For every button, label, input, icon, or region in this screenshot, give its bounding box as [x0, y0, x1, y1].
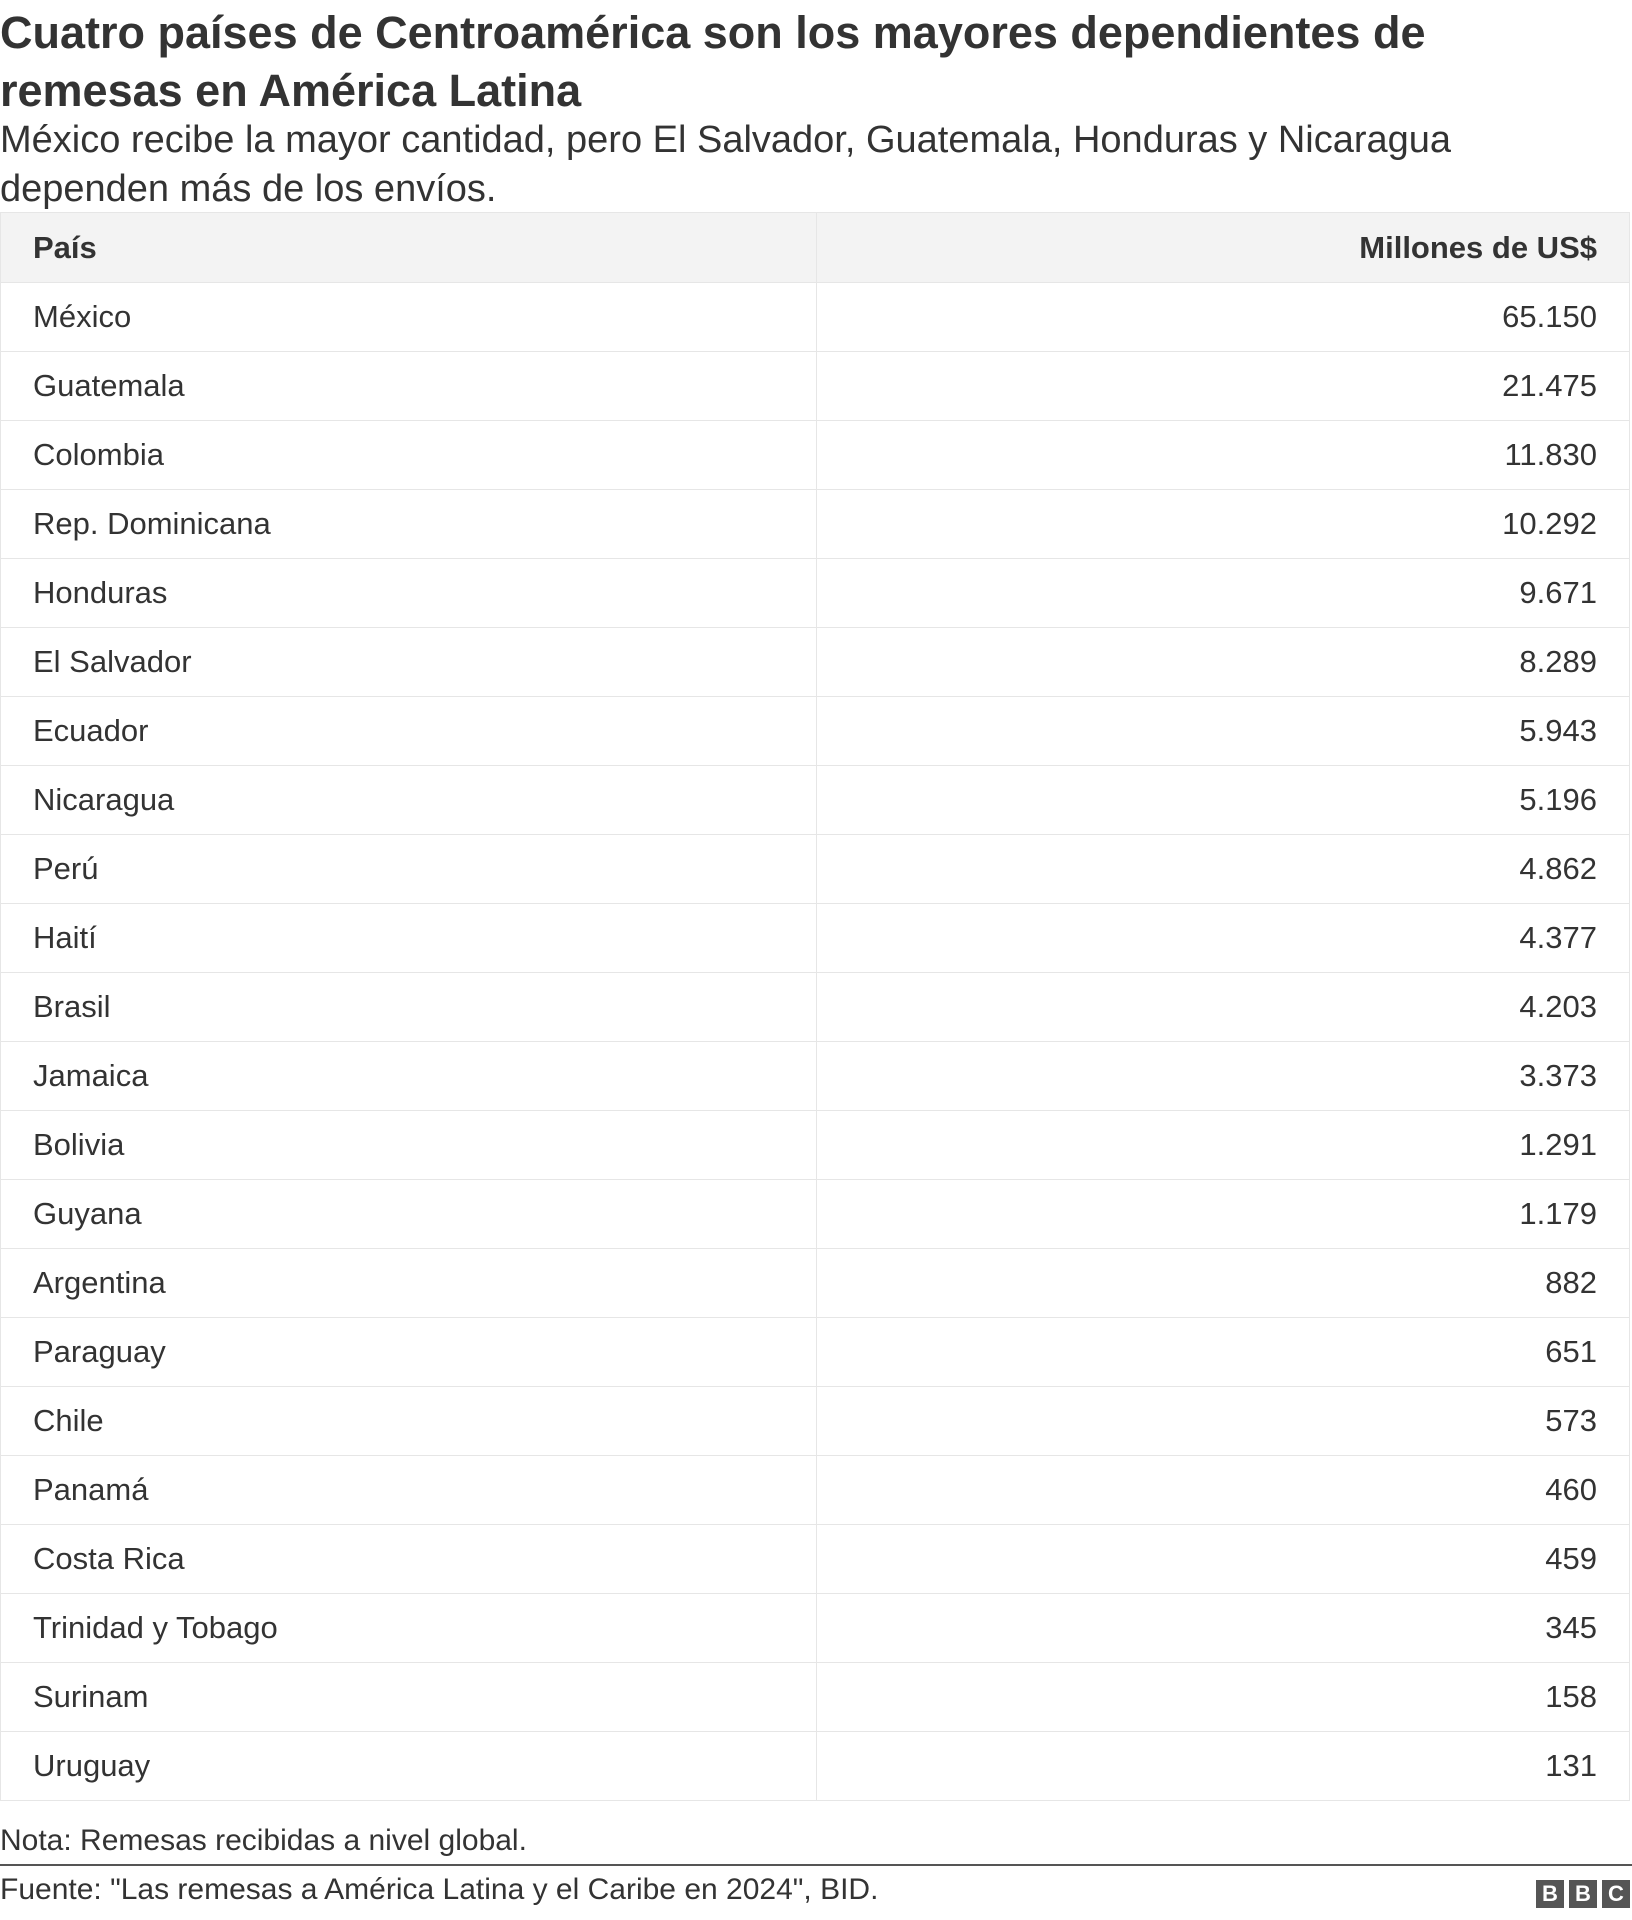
- value-cell: 5.196: [817, 766, 1630, 835]
- table-row: [1, 1663, 1630, 1732]
- country-cell: Guyana: [1, 1180, 817, 1249]
- country-cell: Rep. Dominicana: [1, 490, 817, 559]
- value-cell: 4.862: [817, 835, 1630, 904]
- value-cell: 8.289: [817, 628, 1630, 697]
- country-cell: Paraguay: [1, 1318, 817, 1387]
- table-header-row: [1, 213, 1630, 283]
- value-cell: 65.150: [817, 283, 1630, 352]
- table-row: [1, 1387, 1630, 1456]
- table-row: [1, 1042, 1630, 1111]
- bbc-logo-letter: B: [1536, 1880, 1564, 1908]
- bbc-logo: [1536, 1880, 1630, 1908]
- chart-note: Nota: Remesas recibidas a nivel global.: [0, 1824, 527, 1857]
- country-cell: Chile: [1, 1387, 817, 1456]
- value-cell: 460: [817, 1456, 1630, 1525]
- country-cell: Surinam: [1, 1663, 817, 1732]
- chart-source: Fuente: "Las remesas a América Latina y el Caribe en 2024", BID.: [0, 1873, 879, 1906]
- country-cell: Costa Rica: [1, 1525, 817, 1594]
- value-cell: 21.475: [817, 352, 1630, 421]
- table-row: [1, 1249, 1630, 1318]
- country-cell: El Salvador: [1, 628, 817, 697]
- bbc-logo-letter: C: [1602, 1880, 1630, 1908]
- value-cell: 573: [817, 1387, 1630, 1456]
- country-cell: Uruguay: [1, 1732, 817, 1801]
- value-cell: 882: [817, 1249, 1630, 1318]
- table-row: [1, 973, 1630, 1042]
- chart-subtitle: México recibe la mayor cantidad, pero El Salvador, Guatemala, Honduras y Nicaragua dependen más de los envíos.: [0, 119, 1452, 210]
- country-cell: México: [1, 283, 817, 352]
- country-cell: Honduras: [1, 559, 817, 628]
- value-cell: 11.830: [817, 421, 1630, 490]
- value-cell: 3.373: [817, 1042, 1630, 1111]
- value-cell: 651: [817, 1318, 1630, 1387]
- country-cell: Jamaica: [1, 1042, 817, 1111]
- table-row: [1, 904, 1630, 973]
- column-header-value[interactable]: Millones de US$: [817, 213, 1630, 283]
- table-row: [1, 352, 1630, 421]
- value-cell: 1.291: [817, 1111, 1630, 1180]
- remittances-table: [0, 212, 1630, 1801]
- table-row: [1, 628, 1630, 697]
- country-cell: Argentina: [1, 1249, 817, 1318]
- country-cell: Nicaragua: [1, 766, 817, 835]
- chart-title: Cuatro países de Centroamérica son los mayores dependientes de remesas en América Latina: [0, 7, 1426, 116]
- table-row: [1, 1456, 1630, 1525]
- country-cell: Trinidad y Tobago: [1, 1594, 817, 1663]
- value-cell: 1.179: [817, 1180, 1630, 1249]
- value-cell: 459: [817, 1525, 1630, 1594]
- table-row: [1, 559, 1630, 628]
- country-cell: Panamá: [1, 1456, 817, 1525]
- table-body: [1, 283, 1630, 1801]
- table-row: [1, 283, 1630, 352]
- value-cell: 9.671: [817, 559, 1630, 628]
- value-cell: 158: [817, 1663, 1630, 1732]
- table-row: [1, 766, 1630, 835]
- table-row: [1, 1180, 1630, 1249]
- column-header-country[interactable]: País: [1, 213, 817, 283]
- country-cell: Perú: [1, 835, 817, 904]
- value-cell: 131: [817, 1732, 1630, 1801]
- country-cell: Haití: [1, 904, 817, 973]
- remittances-table-container: [0, 212, 1630, 1801]
- bbc-logo-letter: B: [1569, 1880, 1597, 1908]
- table-row: [1, 1318, 1630, 1387]
- table-row: [1, 421, 1630, 490]
- table-row: [1, 1594, 1630, 1663]
- country-cell: Colombia: [1, 421, 817, 490]
- footer-divider: [0, 1864, 1632, 1866]
- value-cell: 4.377: [817, 904, 1630, 973]
- table-row: [1, 1732, 1630, 1801]
- table-row: [1, 697, 1630, 766]
- value-cell: 5.943: [817, 697, 1630, 766]
- country-cell: Guatemala: [1, 352, 817, 421]
- value-cell: 345: [817, 1594, 1630, 1663]
- table-row: [1, 1111, 1630, 1180]
- value-cell: 4.203: [817, 973, 1630, 1042]
- value-cell: 10.292: [817, 490, 1630, 559]
- country-cell: Brasil: [1, 973, 817, 1042]
- country-cell: Bolivia: [1, 1111, 817, 1180]
- table-row: [1, 1525, 1630, 1594]
- country-cell: Ecuador: [1, 697, 817, 766]
- table-row: [1, 490, 1630, 559]
- table-row: [1, 835, 1630, 904]
